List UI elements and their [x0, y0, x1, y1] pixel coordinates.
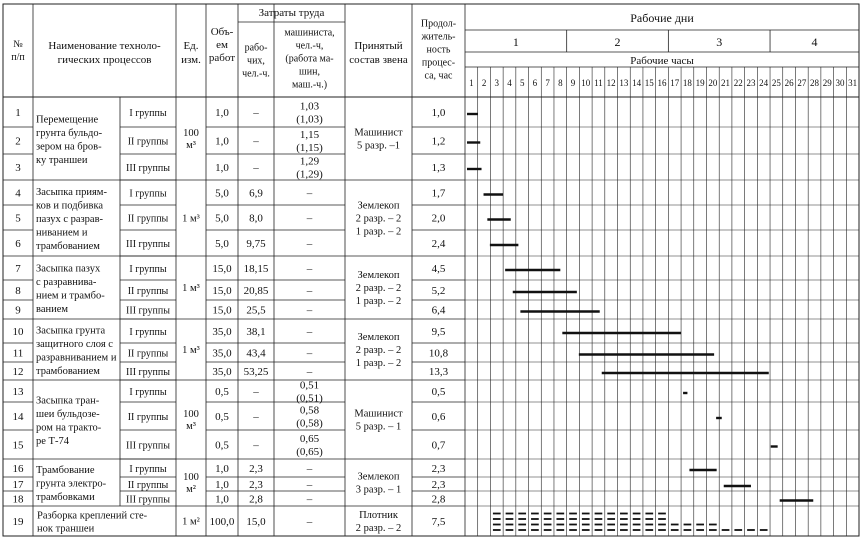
process-name: грунта электро- [36, 478, 107, 490]
row-volume: 5,0 [215, 212, 229, 225]
process-crew: 5 разр. –1 [357, 140, 400, 152]
row-machinist: (1,15) [296, 141, 323, 154]
header-crew: Принятый [354, 39, 403, 52]
row-duration: 1,2 [431, 135, 446, 148]
row-machinist: – [306, 347, 313, 360]
row-grade: II группы [127, 348, 169, 360]
header-labor-workers: рабо- [244, 42, 268, 54]
row-duration: 13,3 [428, 366, 449, 378]
hour-number: 4 [507, 78, 512, 88]
row-volume: 1,0 [215, 479, 229, 491]
row-grade: I группы [129, 264, 167, 275]
row-duration: 7,5 [431, 516, 446, 528]
process-unit: м² [186, 484, 196, 496]
row-workers: 43,4 [246, 347, 266, 360]
row-grade: II группы [127, 213, 169, 225]
process-name: с разравнива- [36, 276, 97, 288]
process-name: ванием [36, 303, 69, 315]
row-duration: 10,8 [428, 347, 449, 360]
row-workers: 38,1 [246, 326, 266, 338]
row-duration: 6,4 [431, 304, 446, 317]
row-machinist: – [306, 304, 313, 317]
row-grade: II группы [127, 286, 169, 297]
process-crew: Плотник [359, 510, 398, 522]
process-name: ром на тракто- [36, 422, 102, 434]
hour-number: 27 [797, 78, 807, 88]
hour-number: 6 [532, 78, 538, 88]
hour-number: 2 [481, 78, 487, 88]
process-name: Засыпка пазух [36, 263, 101, 275]
row-number: 18 [12, 493, 24, 506]
row-machinist: – [306, 325, 313, 338]
process-crew: Землекоп [357, 200, 400, 212]
row-workers: – [253, 411, 259, 423]
row-volume: 15,0 [212, 263, 232, 275]
header-num: п/п [11, 52, 25, 63]
day-number: 4 [811, 35, 818, 49]
row-duration: 4,5 [431, 263, 446, 275]
row-number: 10 [12, 326, 24, 338]
row-grade: III группы [126, 494, 170, 506]
row-duration: 0,7 [431, 439, 446, 452]
row-duration: 5,2 [431, 285, 446, 297]
process-unit: 1 м³ [182, 283, 200, 295]
row-duration: 0,5 [431, 386, 446, 398]
process-name: ков и подбивка [36, 200, 104, 212]
process-crew: 1 разр. – 2 [355, 358, 402, 370]
hour-number: 15 [644, 78, 654, 88]
row-machinist: (0,51) [296, 392, 323, 405]
row-duration: 2,0 [431, 212, 446, 225]
row-volume: 1,0 [215, 463, 229, 475]
row-machinist: – [306, 462, 313, 475]
hour-number: 21 [721, 78, 731, 88]
row-volume: 1,0 [215, 493, 229, 506]
row-volume: 0,5 [215, 439, 229, 452]
process-unit: м³ [186, 421, 196, 433]
process-crew: 3 разр. – 1 [355, 484, 402, 496]
row-workers: – [253, 107, 259, 119]
hour-number: 30 [835, 78, 845, 88]
hour-number: 12 [606, 78, 616, 88]
row-volume: 15,0 [212, 304, 232, 317]
process-crew: 1 разр. – 2 [355, 226, 402, 238]
process-name: разравниванием и [36, 352, 117, 364]
row-workers: 18,15 [243, 263, 269, 275]
row-duration: 9,5 [431, 326, 446, 338]
process-name: Засыпка тран- [36, 395, 100, 407]
process-name: зером на бров- [36, 141, 102, 153]
row-workers: 2,8 [249, 493, 263, 506]
row-machinist: (1,03) [296, 113, 323, 126]
header-duration: са, час [424, 70, 453, 82]
process-crew: 2 разр. – 2 [355, 345, 402, 357]
row-volume: 1,0 [215, 135, 229, 148]
row-number: 5 [15, 212, 21, 225]
row-number: 14 [12, 411, 24, 423]
day-number: 1 [512, 35, 519, 49]
row-grade: II группы [127, 412, 169, 423]
process-name: грунта бульдо- [36, 127, 103, 139]
row-duration: 1,3 [431, 162, 446, 174]
process-crew: Машинист [354, 408, 403, 420]
hour-number: 20 [708, 78, 718, 88]
hour-number: 17 [670, 78, 680, 88]
row-machinist: – [306, 515, 313, 528]
process-name: Перемещение [36, 114, 99, 126]
row-machinist: – [306, 493, 313, 506]
row-number: 2 [15, 135, 21, 148]
row-number: 8 [15, 285, 21, 297]
hour-number: 16 [657, 78, 667, 88]
hour-number: 7 [545, 78, 550, 88]
row-machinist: – [306, 365, 313, 378]
row-grade: I группы [129, 464, 167, 475]
row-machinist: – [306, 237, 313, 250]
process-unit: 1 м³ [182, 213, 200, 225]
hour-number: 29 [822, 78, 832, 88]
header-duration: ность [426, 44, 451, 56]
process-name: Трамбование [36, 465, 95, 476]
hour-number: 31 [848, 78, 858, 88]
row-grade: II группы [127, 480, 169, 491]
process-name: шеи бульдозе- [36, 408, 100, 420]
row-grade: I группы [129, 188, 167, 200]
process-unit: 100 [183, 409, 199, 421]
row-number: 4 [15, 187, 21, 200]
hour-number: 19 [695, 78, 705, 88]
process-unit: м³ [186, 140, 196, 152]
row-volume: 100,0 [209, 516, 235, 528]
process-crew: Землекоп [357, 471, 400, 483]
process-name: ку траншеи [36, 154, 88, 166]
row-volume: 0,5 [215, 386, 229, 398]
hour-number: 28 [810, 78, 820, 88]
row-duration: 2,3 [431, 479, 446, 491]
process-name: нием и трамбо- [36, 290, 105, 302]
row-grade: III группы [126, 305, 170, 317]
process-name: нок траншеи [37, 523, 95, 535]
row-number: 13 [12, 386, 24, 398]
hour-number: 10 [581, 78, 591, 88]
row-machinist: – [306, 212, 313, 225]
row-grade: III группы [126, 367, 170, 378]
hour-number: 25 [771, 78, 781, 88]
row-machinist: 0,65 [299, 432, 320, 445]
row-number: 12 [12, 366, 24, 378]
row-duration: 1,7 [431, 187, 446, 200]
hour-number: 22 [733, 78, 743, 88]
hour-number: 8 [558, 78, 563, 88]
row-duration: 2,4 [431, 238, 446, 250]
process-name: пазух с разрав- [36, 214, 104, 225]
row-machinist: – [306, 478, 313, 491]
row-machinist: (0,65) [296, 445, 323, 458]
process-crew: 2 разр. – 2 [355, 213, 402, 225]
row-workers: 9,75 [246, 238, 266, 250]
process-name: ре Т-74 [36, 435, 69, 447]
row-duration: 0,6 [431, 411, 446, 423]
row-workers: – [253, 135, 259, 148]
row-number: 16 [12, 463, 24, 475]
row-workers: 2,3 [249, 463, 263, 475]
row-number: 11 [12, 347, 24, 360]
header-volume: ем [216, 38, 228, 51]
work-days-label: Рабочие дни [630, 11, 694, 25]
row-workers: – [253, 386, 259, 398]
row-workers: 8,0 [249, 212, 263, 225]
row-machinist: 1,03 [299, 100, 320, 113]
hour-number: 13 [619, 78, 629, 88]
row-volume: 35,0 [212, 347, 232, 360]
row-number: 6 [15, 238, 21, 250]
row-duration: 2,3 [431, 463, 446, 475]
row-machinist: – [306, 262, 313, 275]
row-volume: 35,0 [212, 366, 232, 378]
row-machinist: 0,51 [299, 379, 320, 392]
row-number: 15 [12, 439, 24, 452]
hour-number: 1 [469, 78, 474, 88]
row-machinist: – [306, 187, 313, 200]
row-volume: 0,5 [215, 411, 229, 423]
header-labor-title: Затраты труда [258, 7, 325, 19]
header-labor-machinist: (работа ма- [285, 53, 334, 65]
process-crew: 2 разр. – 2 [355, 283, 402, 295]
header-duration: житель- [421, 31, 456, 43]
row-workers: – [253, 439, 259, 452]
header-num: № [13, 39, 23, 50]
row-machinist: (0,58) [296, 417, 323, 430]
hour-number: 23 [746, 78, 756, 88]
header-unit: изм. [181, 53, 201, 66]
row-duration: 2,8 [431, 493, 446, 506]
process-crew: 5 разр. – 1 [355, 421, 402, 433]
hour-number: 11 [594, 78, 603, 88]
process-crew: 2 разр. – 2 [355, 523, 402, 535]
row-machinist: (1,29) [296, 168, 323, 181]
hour-number: 26 [784, 78, 794, 88]
header-duration: Продол- [420, 18, 457, 30]
row-number: 9 [15, 304, 21, 317]
process-crew: Землекоп [357, 332, 400, 344]
process-crew: Землекоп [357, 270, 400, 282]
row-grade: I группы [129, 327, 167, 338]
header-crew: состав звена [349, 53, 408, 66]
row-grade: III группы [126, 239, 170, 250]
header-labor-machinist: маш.-ч.) [291, 79, 328, 91]
process-unit: 1 м³ [182, 345, 200, 357]
process-name: трамбованием [36, 241, 100, 252]
header-unit: Ед. [183, 39, 199, 52]
hour-number: 5 [519, 78, 525, 88]
row-volume: 1,0 [215, 107, 229, 119]
row-grade: III группы [126, 440, 170, 452]
row-workers: 20,85 [243, 285, 269, 297]
process-crew: 1 разр. – 2 [355, 296, 402, 308]
hour-number: 24 [759, 78, 769, 88]
header-name: гических процессов [57, 53, 152, 66]
row-workers: 2,3 [249, 479, 263, 491]
header-labor-workers: чел.-ч. [242, 68, 270, 80]
process-name: трамбованием [36, 365, 100, 377]
row-machinist: 1,15 [299, 128, 320, 141]
header-labor-machinist: чел.-ч, [295, 40, 324, 52]
day-number: 2 [614, 35, 621, 49]
row-duration: 1,0 [431, 107, 446, 119]
header-duration: процес- [421, 57, 456, 69]
row-workers: – [253, 162, 259, 174]
hour-number: 14 [632, 78, 642, 88]
row-workers: 6,9 [249, 187, 263, 200]
row-workers: 53,25 [243, 366, 269, 378]
process-name: ниванием и [36, 227, 88, 239]
row-volume: 15,0 [212, 285, 232, 297]
process-name: Засыпка грунта [36, 325, 106, 337]
row-machinist: 1,29 [299, 155, 320, 168]
process-unit: 100 [183, 472, 199, 484]
row-volume: 35,0 [212, 326, 232, 338]
header-labor-workers: чих, [247, 55, 265, 67]
process-crew: Машинист [354, 127, 403, 139]
header-volume: Объ- [210, 25, 234, 38]
row-workers: 15,0 [246, 516, 266, 528]
row-grade: I группы [129, 387, 167, 398]
row-grade: I группы [129, 108, 167, 119]
hour-number: 18 [682, 78, 692, 88]
row-workers: 25,5 [246, 304, 266, 317]
hour-number: 9 [570, 78, 576, 88]
header-name: Наименование техноло- [48, 39, 161, 52]
row-volume: 5,0 [215, 187, 229, 200]
day-number: 3 [716, 35, 723, 49]
row-number: 1 [15, 107, 21, 119]
process-unit: 1 м² [182, 516, 200, 528]
row-machinist: 0,58 [299, 404, 320, 417]
process-name: защитного слоя с [36, 338, 113, 350]
process-name: Засыпка приям- [36, 187, 107, 198]
row-volume: 1,0 [215, 162, 229, 174]
process-name: трамбовками [36, 492, 95, 503]
header-labor-machinist: машиниста, [284, 27, 335, 39]
row-number: 7 [15, 263, 21, 275]
header-volume: работ [208, 51, 236, 64]
row-volume: 5,0 [215, 238, 229, 250]
process-unit: 100 [183, 128, 199, 140]
work-hours-label: Рабочие часы [630, 55, 694, 67]
row-grade: III группы [126, 163, 170, 174]
row-machinist: – [306, 284, 313, 297]
row-number: 3 [15, 162, 21, 174]
hour-number: 3 [494, 78, 500, 88]
row-number: 19 [12, 516, 24, 528]
process-name: Разборка креплений сте- [37, 510, 148, 522]
header-labor-machinist: шин, [299, 66, 320, 78]
row-grade: II группы [127, 136, 169, 148]
row-number: 17 [12, 479, 24, 491]
